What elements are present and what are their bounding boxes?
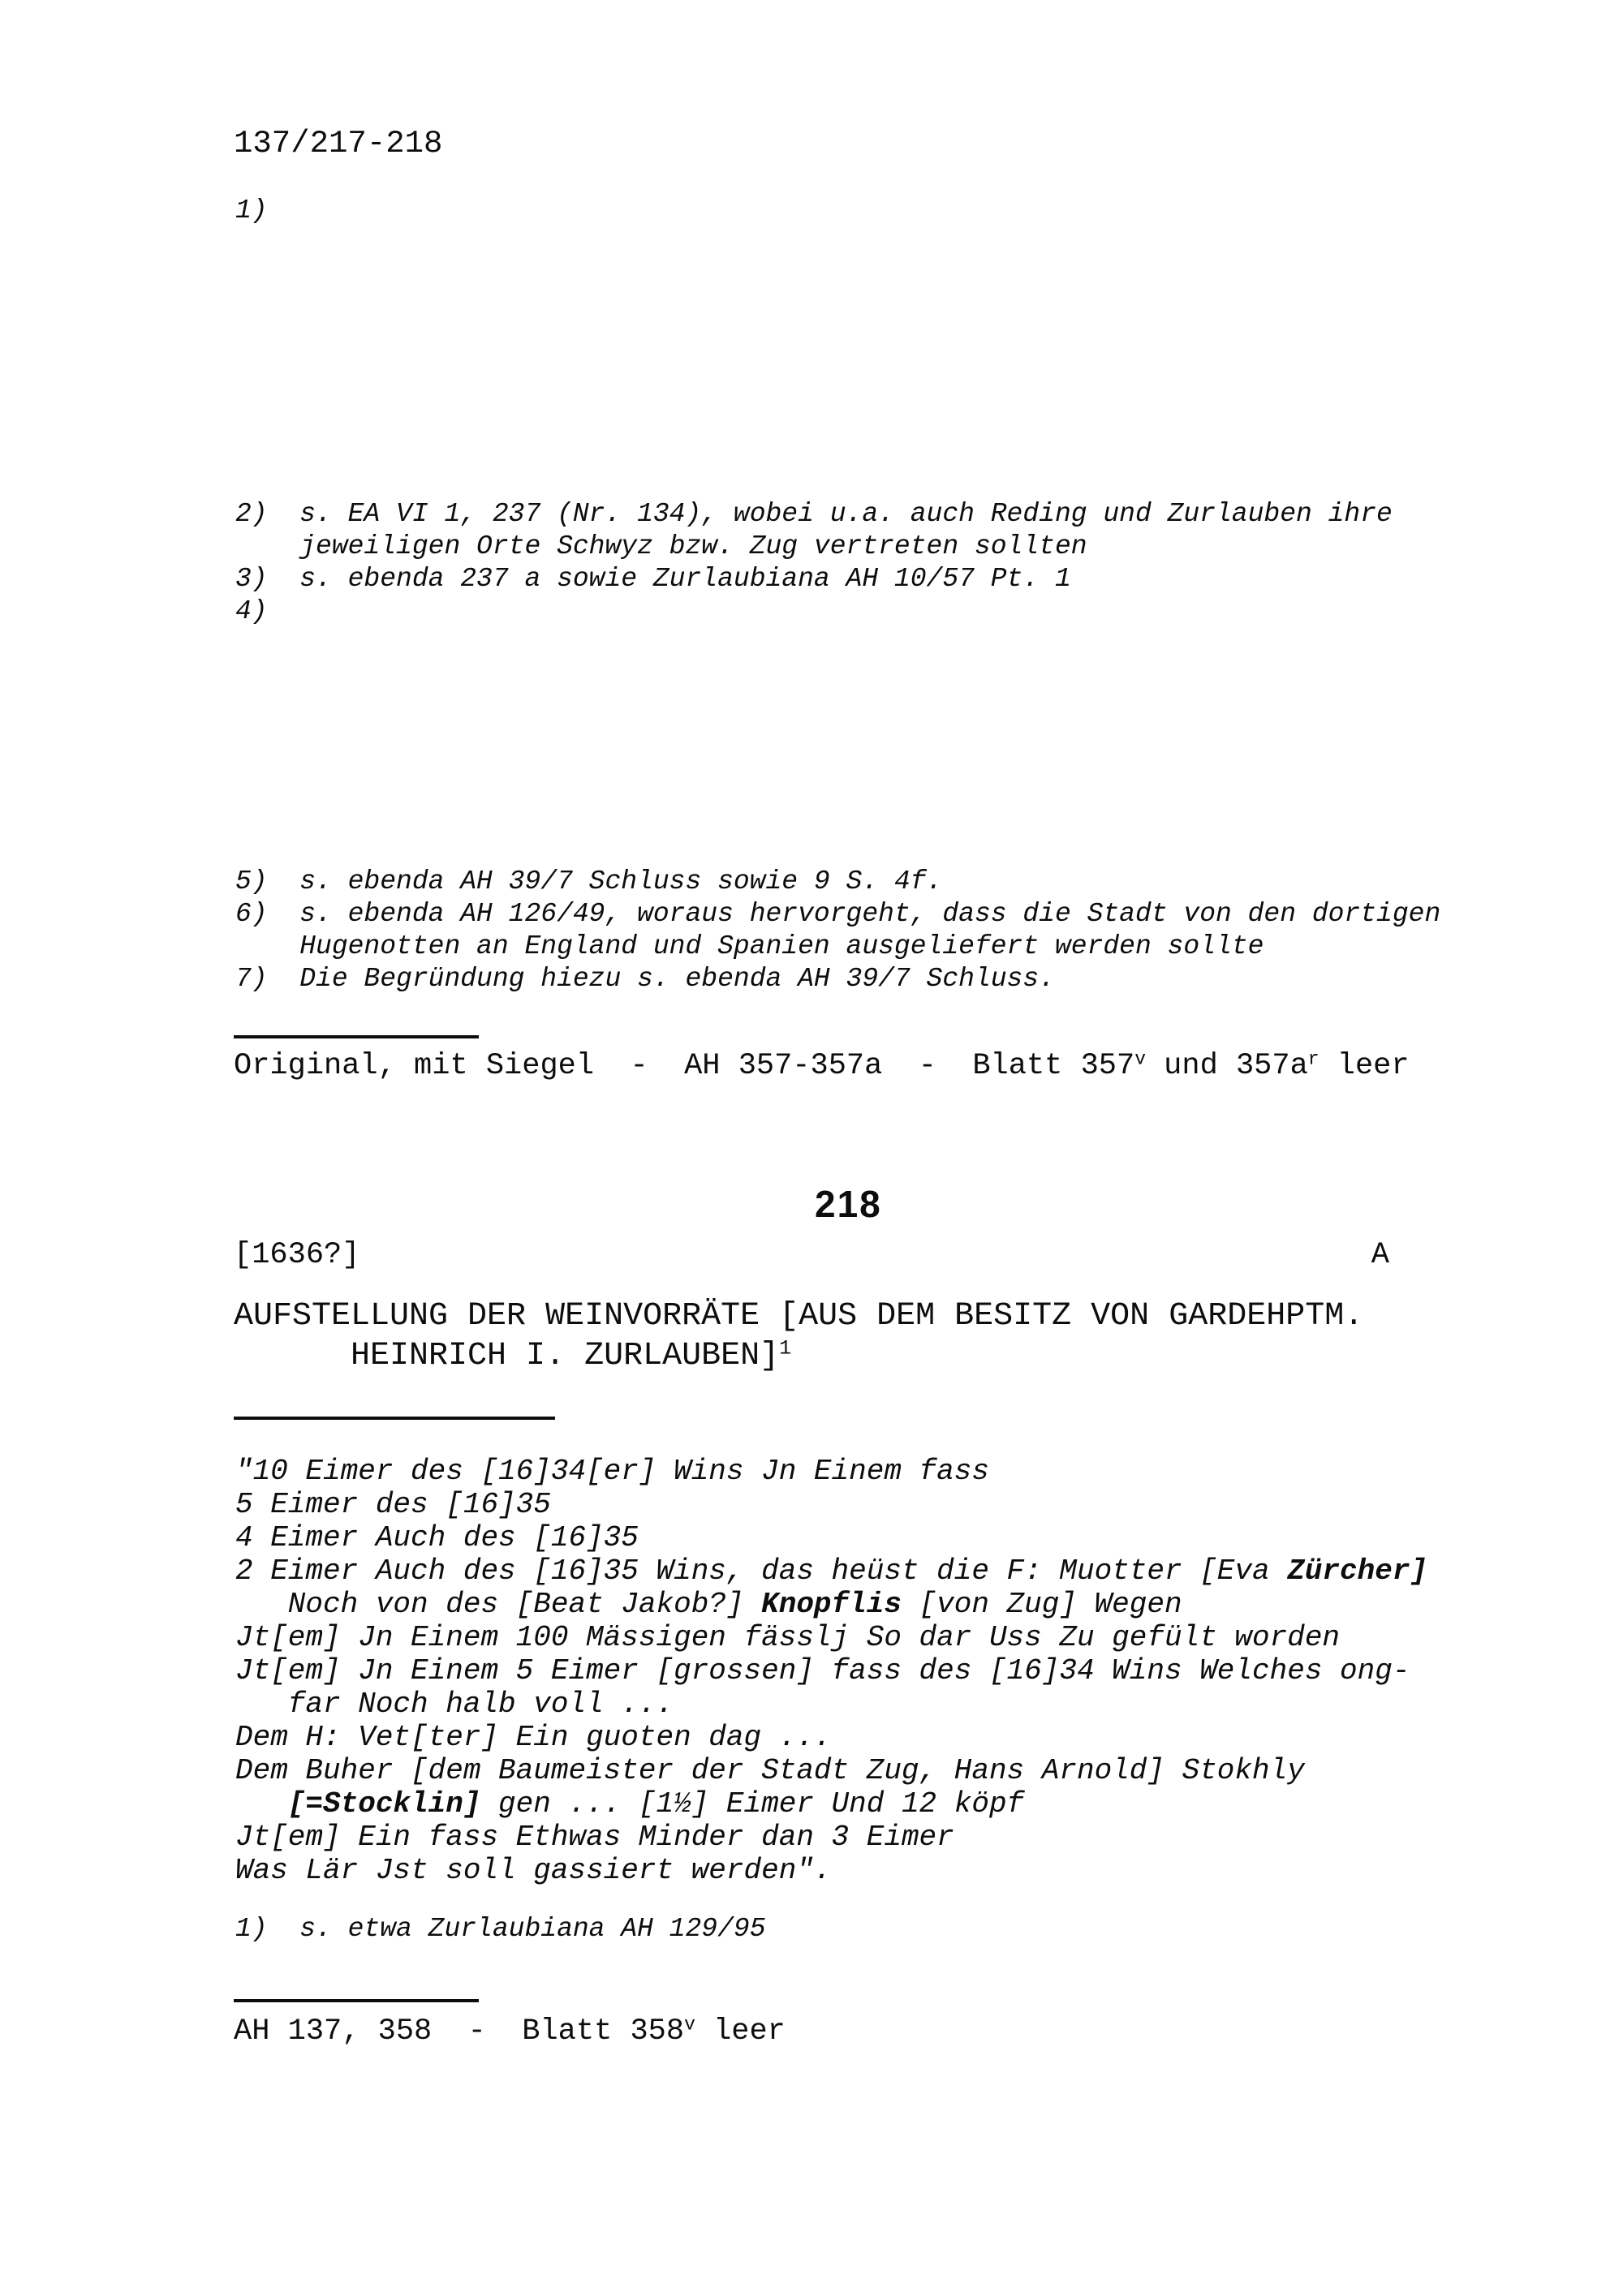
footnote-line: 4)	[235, 596, 268, 626]
quote-line: Dem Buher [dem Baumeister der Stadt Zug, Hans Arnold] Stokhly	[235, 1754, 1305, 1787]
quote-text: gen ... [1½] Eimer Und 12 köpf	[480, 1787, 1025, 1821]
quote-line: Jt[em] Ein fass Ethwas Minder dan 3 Eimer	[235, 1821, 954, 1854]
quote-line: 4 Eimer Auch des [16]35	[235, 1521, 639, 1554]
emphasized-name: [=Stocklin]	[287, 1787, 481, 1821]
quote-line: Jt[em] Jn Einem 5 Eimer [grossen] fass des [16]34 Wins Welches ong-	[235, 1654, 1410, 1688]
folio-superscript: v	[684, 2014, 695, 2036]
footnote-line: 6) s. ebenda AH 126/49, woraus hervorgeht, dass die Stadt von den dortigen	[235, 899, 1441, 929]
quote-text: [von Zug] Wegen	[901, 1588, 1182, 1621]
footnote-1-marker: 1)	[235, 196, 268, 226]
quote-text	[235, 1787, 288, 1821]
entry-version-letter: A	[1371, 1238, 1389, 1272]
footnotes-block-5-7	[235, 866, 1440, 995]
quote-line: Was Lär Jst soll gassiert werden".	[235, 1854, 832, 1887]
quote-line: "10 Eimer des [16]34[er] Wins Jn Einem fass	[235, 1455, 989, 1488]
source-text: leer	[1319, 1049, 1410, 1083]
page-header: 137/217-218	[234, 126, 443, 161]
divider-rule	[234, 1417, 555, 1420]
entry-title	[234, 1296, 1363, 1376]
quote-line	[235, 1588, 1427, 1621]
footnote-line: 7) Die Begründung hiezu s. ebenda AH 39/7 Schluss.	[235, 964, 1055, 994]
entry-meta-row	[234, 1240, 1389, 1271]
quote-text: Noch von des [Beat Jakob?]	[235, 1588, 762, 1621]
entry-title-line: AUFSTELLUNG DER WEINVORRÄTE [AUS DEM BESITZ VON GARDEHPTM.	[234, 1298, 1364, 1335]
divider-rule	[234, 1999, 479, 2002]
footnote-entry-218: 1) s. etwa Zurlaubiana AH 129/95	[235, 1914, 766, 1944]
quoted-inventory-text	[235, 1455, 1427, 1887]
footnote-line: 3) s. ebenda 237 a sowie Zurlaubiana AH 10/57 Pt. 1	[235, 564, 1071, 594]
footnote-line: 2) s. EA VI 1, 237 (Nr. 134), wobei u.a. auch Reding und Zurlauben ihre	[235, 499, 1393, 529]
divider-rule	[234, 1035, 479, 1038]
source-text: AH 137, 358 - Blatt 358	[234, 2014, 685, 2049]
source-note-entry-217	[234, 1048, 1410, 1083]
footnote-line: Hugenotten an England und Spanien ausgeliefert werden sollte	[235, 931, 1264, 961]
source-text: Original, mit Siegel - AH 357-357a - Blatt 357	[234, 1049, 1135, 1083]
quote-text: 2 Eimer Auch des [16]35 Wins, das heüst die F: Muotter [Eva	[235, 1554, 1288, 1588]
quote-line: Jt[em] Jn Einem 100 Mässigen fässlj So dar Uss Zu gefült worden	[235, 1621, 1341, 1654]
quote-line: 5 Eimer des [16]35	[235, 1488, 551, 1521]
source-text: und 357a	[1145, 1049, 1308, 1083]
quote-line: Dem H: Vet[ter] Ein guoten dag ...	[235, 1721, 832, 1754]
source-text: leer	[695, 2014, 786, 2049]
entry-date: [1636?]	[234, 1238, 360, 1272]
footnote-ref-superscript: 1	[779, 1337, 791, 1361]
folio-superscript: v	[1134, 1048, 1146, 1070]
footnotes-block-2-4	[235, 498, 1393, 628]
entry-title-text: HEINRICH I. ZURLAUBEN]	[234, 1338, 780, 1374]
quote-line: far Noch halb voll ...	[235, 1688, 674, 1721]
emphasized-name: Zürcher]	[1287, 1554, 1428, 1588]
entry-title-line	[234, 1336, 1363, 1376]
quote-line	[235, 1554, 1427, 1588]
footnote-line: jeweiligen Orte Schwyz bzw. Zug vertreten sollten	[235, 531, 1087, 561]
folio-superscript: r	[1307, 1048, 1319, 1070]
emphasized-name: Knopflis	[761, 1588, 902, 1621]
source-note-entry-218	[234, 2014, 786, 2049]
entry-number-heading: 218	[815, 1183, 882, 1225]
footnote-line: 5) s. ebenda AH 39/7 Schluss sowie 9 S. 4f.	[235, 866, 943, 896]
quote-line	[235, 1787, 1427, 1821]
